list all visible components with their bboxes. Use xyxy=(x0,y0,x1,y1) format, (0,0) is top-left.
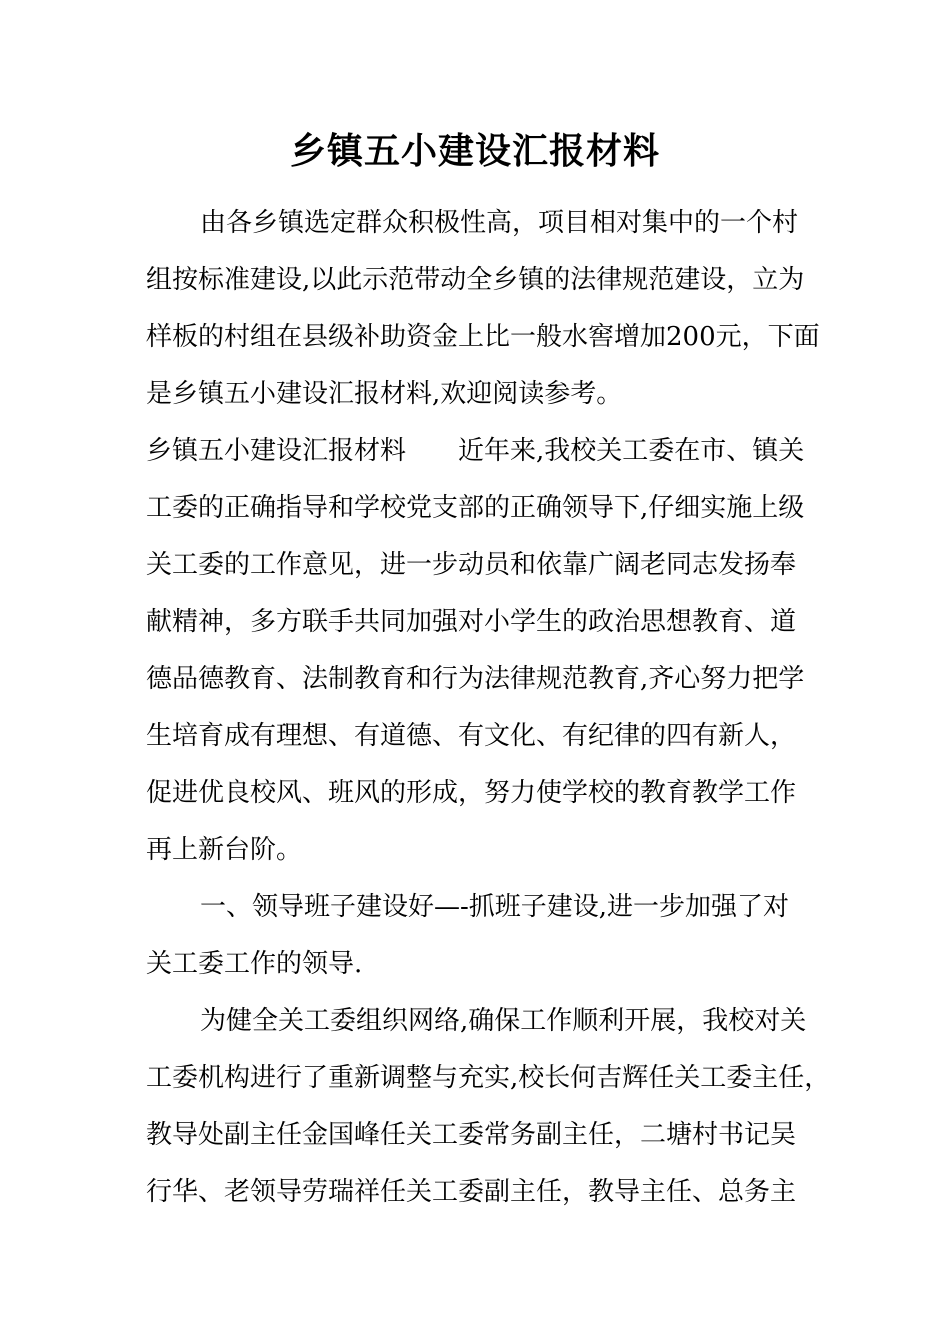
paragraph-line: 由各乡镇选定群众积极性高，项目相对集中的一个村 xyxy=(200,208,799,238)
paragraph-line: 是乡镇五小建设汇报材料,欢迎阅读参考。 xyxy=(146,379,623,409)
paragraph-line: 关工委的工作意见，进一步动员和依靠广阔老同志发扬奉 xyxy=(146,550,797,580)
paragraph-line: 样板的村组在县级补助资金上比一般水窖增加200元，下面 xyxy=(146,322,820,352)
paragraph-line: 组按标准建设,以此示范带动全乡镇的法律规范建设，立为 xyxy=(146,265,805,295)
paragraph-line: 一、领导班子建设好—-抓班子建设,进一步加强了对 xyxy=(200,892,790,922)
paragraph-line: 教导处副主任金国峰任关工委常务副主任，二塘村书记吴 xyxy=(146,1120,797,1150)
paragraph-line: 促进优良校风、班风的形成，努力使学校的教育教学工作 xyxy=(146,778,797,808)
paragraph-line: 工委机构进行了重新调整与充实,校长何吉辉任关工委主任， xyxy=(146,1063,831,1093)
paragraph-line: 行华、老领导劳瑞祥任关工委副主任，教导主任、总务主 xyxy=(146,1177,797,1207)
document-title: 乡镇五小建设汇报材料 xyxy=(289,130,660,172)
paragraph-line: 工委的正确指导和学校党支部的正确领导下,仔细实施上级 xyxy=(146,493,805,523)
paragraph-line: 为健全关工委组织网络,确保工作顺利开展，我校对关 xyxy=(200,1006,807,1036)
paragraph-line: 德品德教育、法制教育和行为法律规范教育,齐心努力把学 xyxy=(146,664,805,694)
paragraph-line: 关工委工作的领导. xyxy=(146,949,363,979)
paragraph-line: 生培育成有理想、有道德、有文化、有纪律的四有新人， xyxy=(146,721,797,751)
paragraph-line: 献精神，多方联手共同加强对小学生的政治思想教育、道 xyxy=(146,607,797,637)
paragraph-line: 再上新台阶。 xyxy=(146,835,303,865)
paragraph-line: 乡镇五小建设汇报材料 近年来,我校关工委在市、镇关 xyxy=(146,436,805,466)
